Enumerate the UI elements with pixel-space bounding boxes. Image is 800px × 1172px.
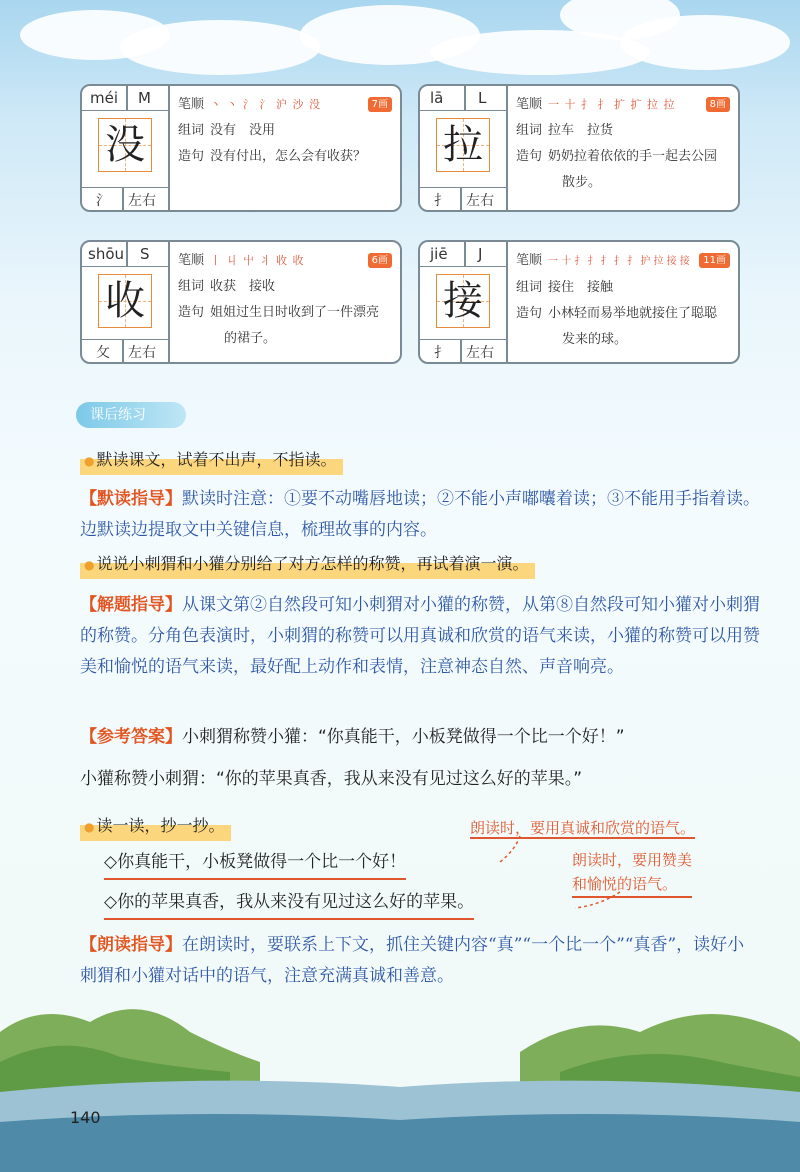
words-label: 组词 [516, 123, 543, 138]
guide-text: 默读时注意：①要不动嘴唇地读；②不能小声嘟囔着读；③不能用手指着读。边默读边提取文中关键信息，梳理故事的内容。 [80, 489, 760, 540]
stroke-order: 一 十 扌 扌 扌 扌 扌 护 拉 接 接 [548, 256, 690, 267]
note-text: 朗读时，要用真诚和欣赏的语气。 [470, 819, 696, 837]
radical: 攵 [96, 345, 110, 361]
sentence: 姐姐过生日时收到了一件漂亮 [210, 305, 380, 320]
guide-tag: 【默读指导】 [80, 489, 182, 509]
page-number: 140 [70, 1108, 101, 1127]
stroke-count-badge: 6画 [368, 253, 392, 268]
initial: M [138, 89, 151, 107]
bullet-icon: ● [84, 454, 95, 468]
stroke-count-badge: 11画 [699, 253, 730, 268]
stroke-label: 笔顺 [178, 253, 205, 268]
pinyin: jiē [430, 245, 448, 263]
note-text-2: 和愉悦的语气。 [572, 872, 692, 898]
hanzi: 接 [443, 278, 483, 324]
structure: 左右 [128, 193, 156, 209]
words-label: 组词 [516, 280, 543, 295]
sentence-continued: 的裙子。 [224, 331, 277, 346]
guide-tag: 【解题指导】 [80, 595, 182, 615]
reading-guide [80, 930, 760, 992]
pinyin: shōu [88, 245, 125, 263]
pinyin: méi [90, 89, 119, 107]
structure: 左右 [466, 193, 494, 209]
stroke-order: 丶 丶 氵 氵 沪 沙 没 [210, 98, 321, 111]
sentence: 小林轻而易举地就接住了聪聪 [548, 306, 718, 321]
question-text: 读一读，抄一抄。 [96, 816, 225, 835]
initial: S [140, 245, 150, 263]
sentence-continued: 发来的球。 [562, 332, 628, 347]
words: 拉车 拉货 [548, 123, 614, 138]
initial: J [478, 245, 483, 263]
sentence-label: 造句 [516, 306, 543, 321]
stroke-label: 笔顺 [516, 253, 543, 268]
radical: 扌 [434, 193, 448, 209]
words: 收获 接收 [210, 279, 276, 294]
note-text: 朗读时，要用赞美 [572, 851, 693, 869]
structure: 左右 [466, 345, 494, 361]
answer-text: 小刺猬称赞小獾：“你真能干，小板凳做得一个比一个好！” [182, 727, 625, 747]
stroke-count-badge: 8画 [706, 97, 730, 112]
words-label: 组词 [178, 123, 205, 138]
stroke-order: 丨 丩 屮 丬 收 收 [210, 254, 305, 267]
structure: 左右 [128, 345, 156, 361]
sentence-label: 造句 [178, 305, 205, 320]
sentence-continued: 散步。 [562, 175, 602, 190]
section-title: 课后练习 [76, 402, 186, 428]
stroke-count-badge: 7画 [368, 97, 392, 112]
stroke-label: 笔顺 [516, 97, 543, 112]
stroke-label: 笔顺 [178, 97, 205, 112]
hanzi: 没 [105, 122, 145, 168]
guide-tag: 【朗读指导】 [80, 935, 182, 955]
hanzi: 收 [105, 278, 145, 324]
reference-answer-2: 小獾称赞小刺猬：“你的苹果真香，我从来没有见过这么好的苹果。” [80, 769, 583, 789]
sentence-label: 造句 [516, 149, 543, 164]
radical: 氵 [96, 193, 110, 209]
bullet-icon: ● [84, 558, 95, 572]
hanzi: 拉 [443, 122, 483, 168]
words-label: 组词 [178, 279, 205, 294]
question-text: 说说小刺猬和小獾分别给了对方怎样的称赞，再试着演一演。 [96, 554, 529, 573]
landscape-illustration [0, 992, 800, 1172]
question-text: 默读课文，试着不出声，不指读。 [96, 450, 337, 469]
guide-text: 在朗读时，要联系上下文，抓住关键内容“真”“一个比一个”“真香”，读好小刺猬和小獾对话中的语气，注意充满真诚和善意。 [80, 935, 745, 986]
example-sentence-2: ◇你的苹果真香，我从来没有见过这么好的苹果。 [104, 888, 474, 920]
sentence: 没有付出，怎么会有收获？ [210, 149, 367, 164]
initial: L [478, 89, 487, 107]
sentence-label: 造句 [178, 149, 205, 164]
radical: 扌 [434, 345, 448, 361]
stroke-order: 一 十 扌 扌 扩 扩 拉 拉 [548, 98, 676, 111]
sentence: 奶奶拉着依依的手一起去公园 [548, 149, 718, 164]
guide-text: 从课文第②自然段可知小刺猬对小獾的称赞，从第⑧自然段可知小獾对小刺猬的称赞。分角色表演时，小刺猬的称赞可以用真诚和欣赏的语气来读，小獾的称赞可以用赞美和愉悦的语气来读，最好配上动作和表情，注意神态自然、声音响亮。 [80, 595, 760, 677]
words: 没有 没用 [210, 123, 276, 138]
answer-tag: 【参考答案】 [80, 727, 182, 747]
bullet-icon: ● [84, 820, 95, 834]
pinyin: lā [430, 89, 444, 107]
words: 接住 接触 [548, 280, 614, 295]
example-sentence-1: ◇你真能干，小板凳做得一个比一个好！ [104, 848, 406, 880]
